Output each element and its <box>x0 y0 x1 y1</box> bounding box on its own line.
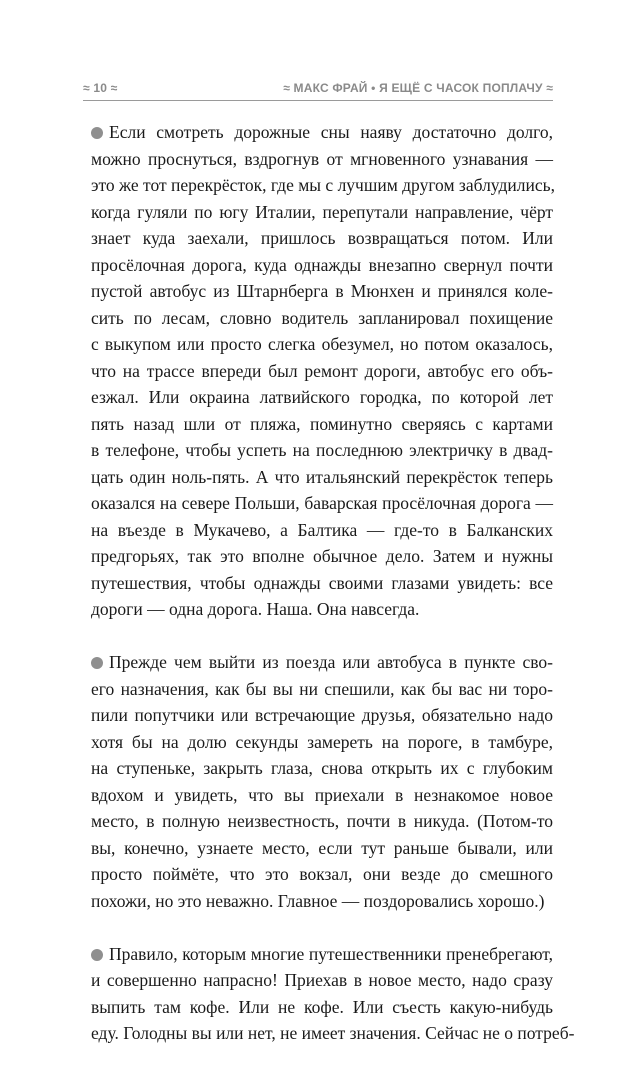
line-text: дороги — одна дорога. Наша. Она навсегда. <box>91 599 420 619</box>
text-line <box>91 305 553 332</box>
running-header <box>83 81 553 99</box>
line-text: Правило, которым многие путешественники пренебрегают, <box>109 943 553 964</box>
text-line <box>91 596 553 623</box>
text-line <box>91 278 553 305</box>
text-line <box>91 676 553 703</box>
header-rule <box>83 100 553 101</box>
line-text: выпить там кофе. Или не кофе. Или съесть какую-нибудь <box>91 996 553 1017</box>
text-line <box>91 888 553 915</box>
text-line <box>91 941 553 968</box>
line-text: его назначения, как бы вы ни спешили, как бы вас ни торо- <box>91 678 553 699</box>
line-text: место, в полную неизвестность, почти в никуда. (Потом-то <box>91 811 553 831</box>
line-text: езжал. Или окраина латвийского городка, по которой лет <box>91 387 553 407</box>
text-line <box>91 252 553 279</box>
line-text: можно проснуться, вздрогнув от мгновенного узнавания — <box>91 148 553 169</box>
line-text: похожи, но это неважно. Главное — поздоровались хорошо.) <box>91 890 545 911</box>
bullet-icon <box>91 949 103 961</box>
line-text: предгорьях, так это вполне обычное дело. Затем и нужны <box>91 546 553 566</box>
line-text: хотя бы на долю секунды замереть на пороге, в тамбуре, <box>91 731 553 752</box>
line-text: пять назад шли от пляжа, поминутно сверяясь с картами <box>91 413 553 434</box>
text-line <box>91 517 553 544</box>
paragraph <box>91 941 575 1047</box>
text-line <box>91 490 553 517</box>
line-text: вдохом и увидеть, что вы приехали в незнакомое новое <box>91 784 553 805</box>
line-text: вы, конечно, узнаете место, если тут раньше бывали, или <box>91 837 553 858</box>
line-text: еду. Голодны вы или нет, не имеет значения. Сейчас не о потреб- <box>91 1023 575 1043</box>
line-text: что на трассе впереди был ремонт дороги, автобус его объ- <box>91 360 553 381</box>
text-line <box>91 411 553 438</box>
text-line <box>91 437 553 464</box>
text-line <box>91 331 553 358</box>
line-text: и совершенно напрасно! Приехав в новое место, надо сразу <box>91 970 553 990</box>
text-line <box>91 358 553 385</box>
body-text <box>91 119 575 1073</box>
line-text: на въезде в Мукачево, а Балтика — где-то в Балканских <box>91 519 553 540</box>
line-text: когда гуляли по югу Италии, перепутали направление, чёрт <box>91 201 553 222</box>
line-text: оказался на севере Польши, баварская просёлочная дорога — <box>91 493 553 513</box>
text-line <box>91 835 553 862</box>
line-text: пустой автобус из Штарнберга в Мюнхен и принялся коле- <box>91 281 553 301</box>
text-line <box>91 543 553 570</box>
line-text: путешествия, чтобы однажды своими глазами увидеть: все <box>91 572 553 593</box>
text-line <box>91 649 553 676</box>
line-text: на ступеньке, закрыть глаза, снова открыть их с глубоким <box>91 758 553 778</box>
text-line <box>91 755 553 782</box>
text-line <box>91 1020 575 1047</box>
text-line <box>91 464 553 491</box>
page-number: ≈ 10 ≈ <box>83 81 118 95</box>
line-text: просто поймёте, что это вокзал, они везде до смешного <box>91 864 553 884</box>
text-line <box>91 994 553 1021</box>
text-line <box>91 808 553 835</box>
text-line <box>91 729 553 756</box>
text-line <box>91 967 553 994</box>
text-line <box>91 199 553 226</box>
line-text: знает куда заехали, пришлось возвращаться потом. Или <box>91 228 553 248</box>
line-text: в телефоне, чтобы успеть на последнюю электричку в двад- <box>91 440 553 460</box>
line-text: пили попутчики или встречающие друзья, обязательно надо <box>91 705 553 725</box>
bullet-icon <box>91 657 103 669</box>
line-text: сить по лесам, словно водитель запланировал похищение <box>91 307 553 328</box>
text-line <box>91 702 553 729</box>
bullet-icon <box>91 127 103 139</box>
line-text: с выкупом или просто слегка обезумел, но потом оказалось, <box>91 334 553 354</box>
line-text: цать один ноль-пять. А что итальянский перекрёсток теперь <box>91 466 553 487</box>
text-line <box>91 225 553 252</box>
text-line <box>91 119 553 146</box>
text-line <box>91 172 553 199</box>
running-title: ≈ МАКС ФРАЙ • Я ЕЩЁ С ЧАСОК ПОПЛАЧУ ≈ <box>283 81 553 95</box>
text-line <box>91 146 553 173</box>
text-line <box>91 570 553 597</box>
line-text: Прежде чем выйти из поезда или автобуса в пункте сво- <box>109 652 553 672</box>
paragraph <box>91 649 553 914</box>
text-line <box>91 782 553 809</box>
text-line <box>91 384 553 411</box>
line-text: это же тот перекрёсток, где мы с лучшим другом заблудились, <box>91 175 555 195</box>
paragraph <box>91 119 553 623</box>
text-line <box>91 861 553 888</box>
line-text: Если смотреть дорожные сны наяву достаточно долго, <box>109 122 553 142</box>
line-text: просёлочная дорога, куда однажды внезапно свернул почти <box>91 254 553 275</box>
